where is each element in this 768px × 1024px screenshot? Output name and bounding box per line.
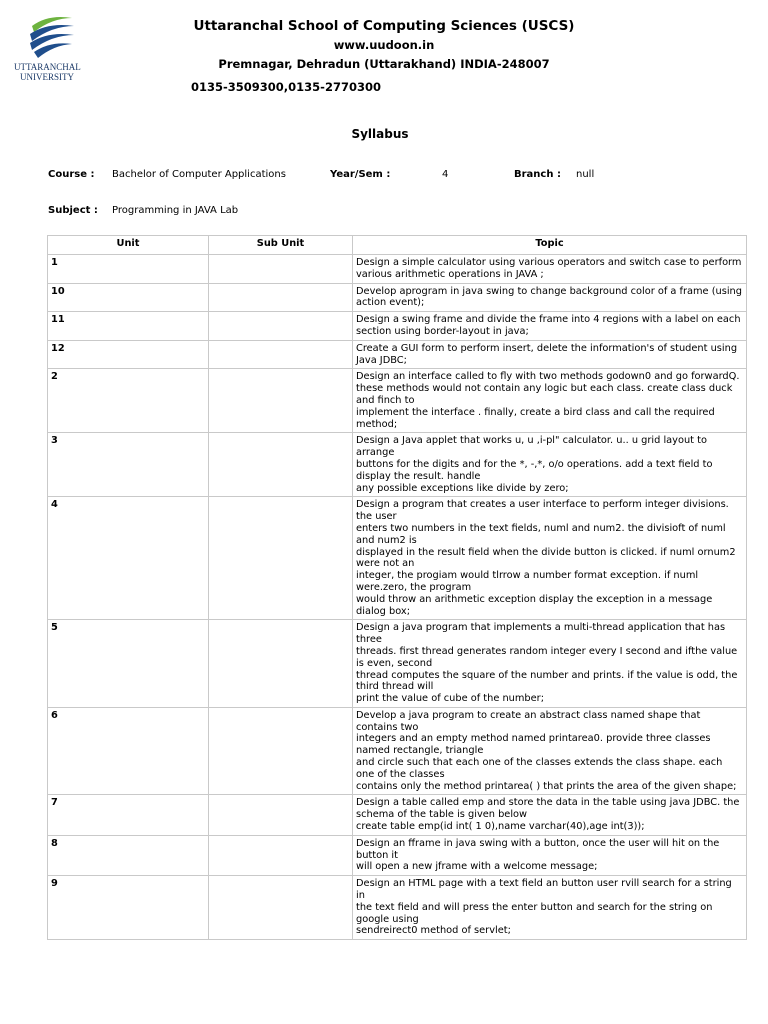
logo-text-line2: UNIVERSITY <box>20 72 74 82</box>
unit-cell: 5 <box>48 620 209 708</box>
sub-unit-cell <box>209 283 353 312</box>
table-row <box>48 707 747 795</box>
topic-cell: Design a java program that implements a multi-thread application that has three threads. first thread generates random integer every I second and ifthe value is even, second thread computes the square of the number and prints. if the value is odd, the third thread will print the value of cube of the number; <box>353 620 747 708</box>
topic-cell: Develop a java program to create an abstract class named shape that contains two integers and an empty method named printarea0. provide three classes named rectangle, triangle and circle such that each one of the classes extends the class shape. each one of the classes contains only the method printarea( ) that prints the area of the given shape; <box>353 707 747 795</box>
sub-unit-cell <box>209 620 353 708</box>
sub-unit-cell <box>209 876 353 940</box>
table-row <box>48 255 747 284</box>
sub-unit-cell <box>209 312 353 341</box>
column-header-unit: Unit <box>48 236 209 255</box>
address: Premnagar, Dehradun (Uttarakhand) INDIA-248007 <box>218 57 550 71</box>
topic-cell: Design a simple calculator using various operators and switch case to perform various arithmetic operations in JAVA ; <box>353 255 747 284</box>
subject-label: Subject : <box>48 205 98 216</box>
topic-cell: Design an fframe in java swing with a button, once the user will hit on the button it will open a new jframe with a welcome message; <box>353 835 747 875</box>
unit-cell: 9 <box>48 876 209 940</box>
page-title: Syllabus <box>351 127 409 141</box>
subject-value: Programming in JAVA Lab <box>112 205 239 216</box>
topic-cell: Design a program that creates a user interface to perform integer divisions. the user enters two numbers in the text fields, numl and num2. the divisioft of numl and num2 is displayed in the result field when the divide button is clicked. if numl ornum2 were not an integer, the progiam would tlrrow a number format exception. if numl were.zero, the program would throw an arithmetic exception display the exception in a message dialog box; <box>353 497 747 620</box>
sub-unit-cell <box>209 707 353 795</box>
course-value: Bachelor of Computer Applications <box>112 169 286 180</box>
sub-unit-cell <box>209 795 353 835</box>
institution-name: Uttaranchal School of Computing Sciences (USCS) <box>193 18 575 34</box>
syllabus-table <box>47 235 747 940</box>
course-label: Course : <box>48 169 95 180</box>
logo-text-line1: UTTARANCHAL <box>14 62 81 72</box>
unit-cell: 11 <box>48 312 209 341</box>
table-row <box>48 876 747 940</box>
yearsem-value: 4 <box>442 169 449 180</box>
table-row <box>48 497 747 620</box>
topic-cell: Create a GUI form to perform insert, delete the information's of student using Java JDBC; <box>353 340 747 369</box>
phone-numbers: 0135-3509300,0135-2770300 <box>191 80 381 94</box>
topic-cell: Design an interface called to fly with two methods godown0 and go forwardQ. these methods would not contain any logic but each class. create class duck and finch to implement the interface . finally, create a bird class and call the required method; <box>353 369 747 433</box>
table-row <box>48 835 747 875</box>
table-row <box>48 340 747 369</box>
yearsem-label: Year/Sem : <box>330 169 391 180</box>
table-header-row <box>48 236 747 255</box>
unit-cell: 8 <box>48 835 209 875</box>
topic-cell: Design a swing frame and divide the frame into 4 regions with a label on each section using border-layout in java; <box>353 312 747 341</box>
sub-unit-cell <box>209 497 353 620</box>
branch-value: null <box>576 169 595 180</box>
sub-unit-cell <box>209 340 353 369</box>
table-row <box>48 283 747 312</box>
unit-cell: 6 <box>48 707 209 795</box>
sub-unit-cell <box>209 433 353 497</box>
unit-cell: 1 <box>48 255 209 284</box>
unit-cell: 7 <box>48 795 209 835</box>
topic-cell: Design a table called emp and store the data in the table using java JDBC. the schema of the table is given below create table emp(id int( 1 0),name varchar(40),age int(3)); <box>353 795 747 835</box>
topic-cell: Develop aprogram in java swing to change background color of a frame (using action event); <box>353 283 747 312</box>
sub-unit-cell <box>209 835 353 875</box>
table-row <box>48 312 747 341</box>
topic-cell: Design a Java applet that works u, u ,i-pl" calculator. u.. u grid layout to arrange buttons for the digits and for the *, -,*, o/o operations. add a text field to display the result. handle any possible exceptions like divide by zero; <box>353 433 747 497</box>
table-row <box>48 795 747 835</box>
sub-unit-cell <box>209 369 353 433</box>
column-header-sub-unit: Sub Unit <box>209 236 353 255</box>
unit-cell: 4 <box>48 497 209 620</box>
unit-cell: 2 <box>48 369 209 433</box>
branch-label: Branch : <box>514 169 561 180</box>
unit-cell: 10 <box>48 283 209 312</box>
website: www.uudoon.in <box>333 38 435 52</box>
unit-cell: 3 <box>48 433 209 497</box>
table-row <box>48 369 747 433</box>
table-row <box>48 620 747 708</box>
column-header-topic: Topic <box>353 236 747 255</box>
unit-cell: 12 <box>48 340 209 369</box>
topic-cell: Design an HTML page with a text field an button user rvill search for a string in the text field and will press the enter button and search for the string on google using sendreirect0 method of servlet; <box>353 876 747 940</box>
table-row <box>48 433 747 497</box>
sub-unit-cell <box>209 255 353 284</box>
